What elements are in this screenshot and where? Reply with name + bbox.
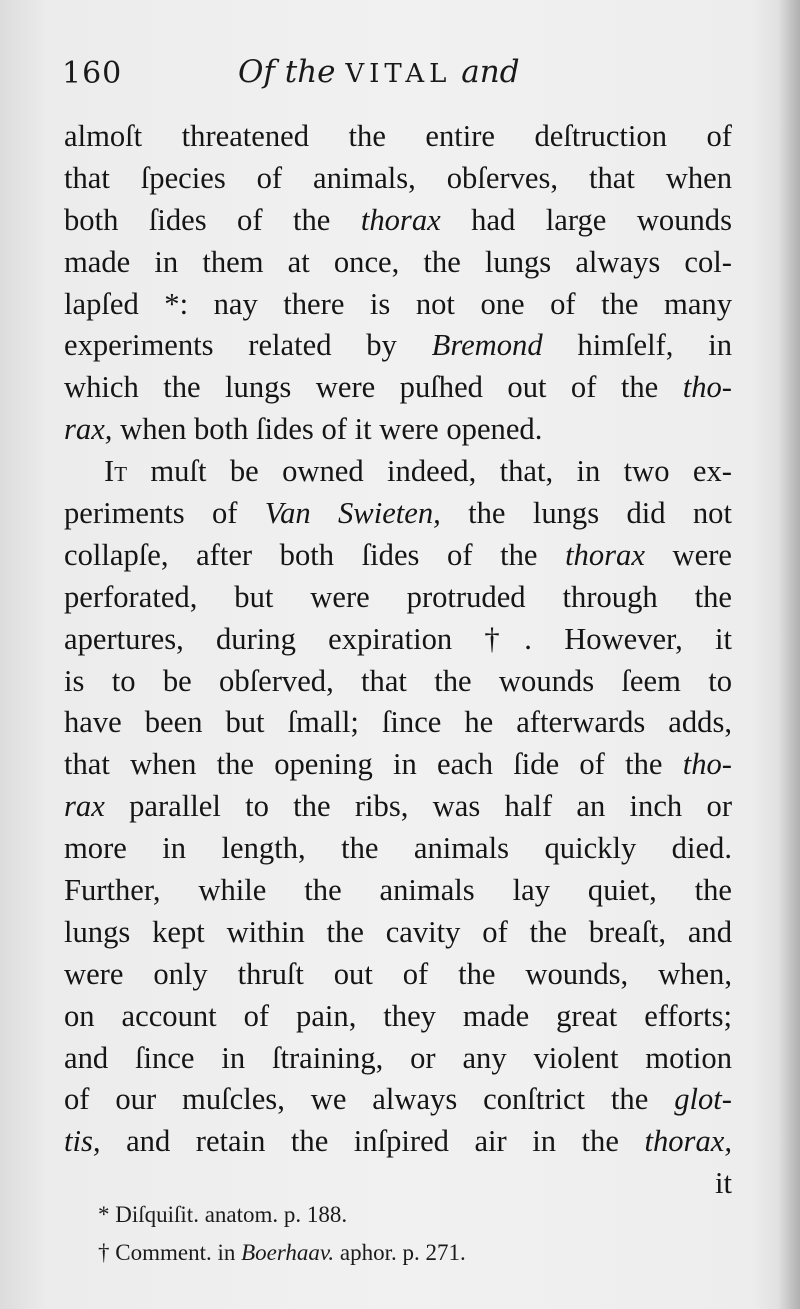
text-run: when both ſides of it were opened.	[120, 412, 543, 447]
text-run: periments of	[64, 496, 238, 531]
footnote-text: aphor. p. 271.	[339, 1240, 466, 1265]
text-run: himſelf, in	[577, 328, 732, 363]
text-line	[64, 367, 732, 409]
italic-term: tho-	[682, 747, 732, 782]
text-line	[64, 786, 732, 828]
text-run: and retain the inſpired air in the	[126, 1124, 619, 1159]
running-head	[238, 54, 520, 90]
text-line	[64, 325, 732, 367]
text-run: were	[672, 537, 732, 572]
italic-term: rax	[64, 789, 105, 824]
spine-shadow	[778, 0, 800, 1309]
text-line: more in length, the animals quickly died.	[64, 831, 732, 866]
italic-term: Bremond	[431, 328, 543, 363]
catchword: it	[715, 1166, 732, 1201]
italic-term: glot-	[674, 1082, 732, 1117]
text-line	[64, 1121, 732, 1163]
page-number: 160	[62, 56, 123, 91]
text-line: apertures, during expiration †. However, it	[64, 621, 732, 656]
text-line: made in them at once, the lungs always col-	[64, 244, 732, 279]
text-run: that when the opening in each ſide of the	[64, 747, 663, 782]
running-head-suffix: and	[461, 54, 520, 90]
text-run: of our muſcles, we always conſtrict the	[64, 1082, 649, 1117]
text-run: had large wounds	[471, 202, 732, 237]
text-line: lapſed *: nay there is not one of the many	[64, 286, 732, 321]
footnote-1: * Diſquiſit. anatom. p. 188.	[98, 1202, 348, 1227]
footnotes	[98, 1196, 698, 1272]
text-line	[64, 744, 732, 786]
text-run: the lungs did not	[468, 496, 732, 531]
footnote-2	[98, 1234, 698, 1272]
text-run: which the lungs were puſhed out of the	[64, 370, 659, 405]
italic-term: thorax	[360, 202, 441, 237]
text-run: parallel to the ribs, was half an inch or	[129, 789, 732, 824]
text-run: experiments related by	[64, 328, 397, 363]
text-line: Further, while the animals lay quiet, the	[64, 873, 732, 908]
text-line: were only thruſt out of the wounds, when,	[64, 956, 732, 991]
italic-term: Van Swieten,	[264, 496, 441, 531]
text-line	[64, 409, 732, 451]
text-line: almoſt threatened the entire deſtruction of	[64, 119, 732, 153]
footnote-italic: Boerhaav.	[241, 1240, 335, 1265]
text-line: that ſpecies of animals, obſerves, that when	[64, 160, 732, 195]
text-line: lungs kept within the cavity of the breaſt, and	[64, 914, 732, 949]
text-line	[64, 493, 732, 535]
text-line: have been but ſmall; ſince he afterwards adds,	[64, 705, 732, 740]
footnote-text: † Comment. in	[98, 1240, 236, 1265]
italic-term: thorax,	[644, 1124, 732, 1159]
text-run: collapſe, after both ſides of the	[64, 537, 538, 572]
text-line: is to be obſerved, that the wounds ſeem to	[64, 663, 732, 698]
paragraph-start-line	[64, 451, 732, 493]
italic-term: rax,	[64, 412, 113, 447]
text-line	[64, 535, 732, 577]
body-text	[64, 116, 732, 1205]
text-line	[64, 1079, 732, 1121]
text-line	[64, 200, 732, 242]
italic-term: tis,	[64, 1124, 101, 1159]
running-head-prefix: Of the	[238, 54, 336, 90]
text-line: and ſince in ſtraining, or any violent motion	[64, 1040, 732, 1075]
running-head-smallcaps: VITAL	[345, 59, 452, 89]
text-line: perforated, but were protruded through the	[64, 579, 732, 614]
text-run: both ſides of the	[64, 202, 331, 237]
page-header	[62, 52, 742, 98]
small-caps-word: It	[104, 454, 128, 489]
italic-term: thorax	[565, 537, 645, 572]
text-line: on account of pain, they made great efforts;	[64, 998, 732, 1033]
text-run: muſt be owned indeed, that, in two ex-	[150, 454, 732, 489]
italic-term: tho-	[682, 370, 732, 405]
